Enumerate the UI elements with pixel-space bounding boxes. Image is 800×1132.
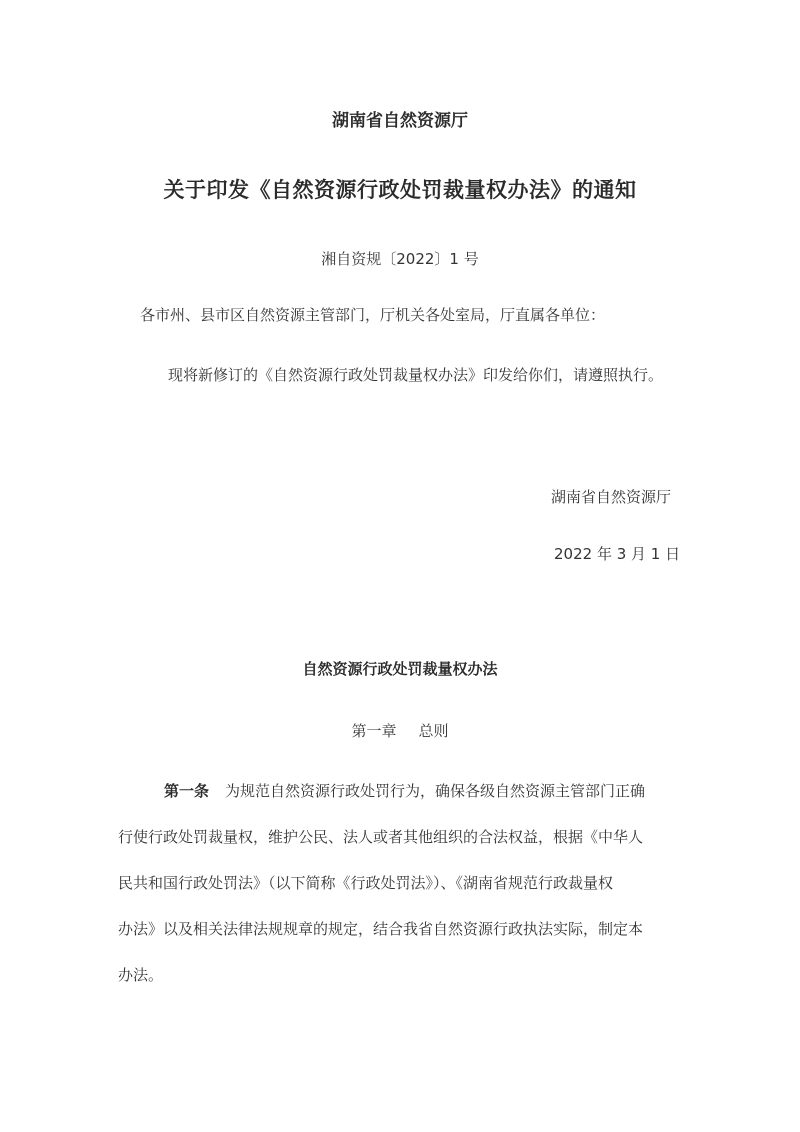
article-line: 办法。 bbox=[118, 966, 164, 984]
article-line: 行使行政处罚裁量权，维护公民、法人或者其他组织的合法权益，根据《中华人 bbox=[118, 828, 644, 846]
law-title: 自然资源行政处罚裁量权办法 bbox=[302, 660, 498, 678]
chapter-name: 总则 bbox=[418, 722, 449, 740]
signature-date: 2022 年 3 月 1 日 bbox=[554, 545, 681, 563]
issuing-organization: 湖南省自然资源厅 bbox=[332, 111, 468, 131]
article-label: 第一条 bbox=[164, 782, 210, 800]
chapter-number: 第一章 bbox=[351, 722, 397, 740]
addressee: 各市州、县市区自然资源主管部门，厅机关各处室局，厅直属各单位： bbox=[140, 306, 606, 324]
article-text: 为规范自然资源行政处罚行为，确保各级自然资源主管部门正确 bbox=[225, 782, 646, 800]
notice-title: 关于印发《自然资源行政处罚裁量权办法》的通知 bbox=[163, 178, 637, 202]
article-line: 办法》以及相关法律法规规章的规定，结合我省自然资源行政执法实际，制定本 bbox=[118, 920, 644, 938]
article-line bbox=[118, 776, 645, 806]
article-line: 民共和国行政处罚法》（以下简称《行政处罚法》）、《湖南省规范行政裁量权 bbox=[118, 874, 614, 892]
document-number: 湘自资规〔2022〕1 号 bbox=[321, 250, 479, 268]
signature-organization: 湖南省自然资源厅 bbox=[551, 488, 672, 506]
notice-body: 现将新修订的《自然资源行政处罚裁量权办法》印发给你们，请遵照执行。 bbox=[168, 366, 664, 384]
chapter-heading bbox=[0, 720, 800, 741]
